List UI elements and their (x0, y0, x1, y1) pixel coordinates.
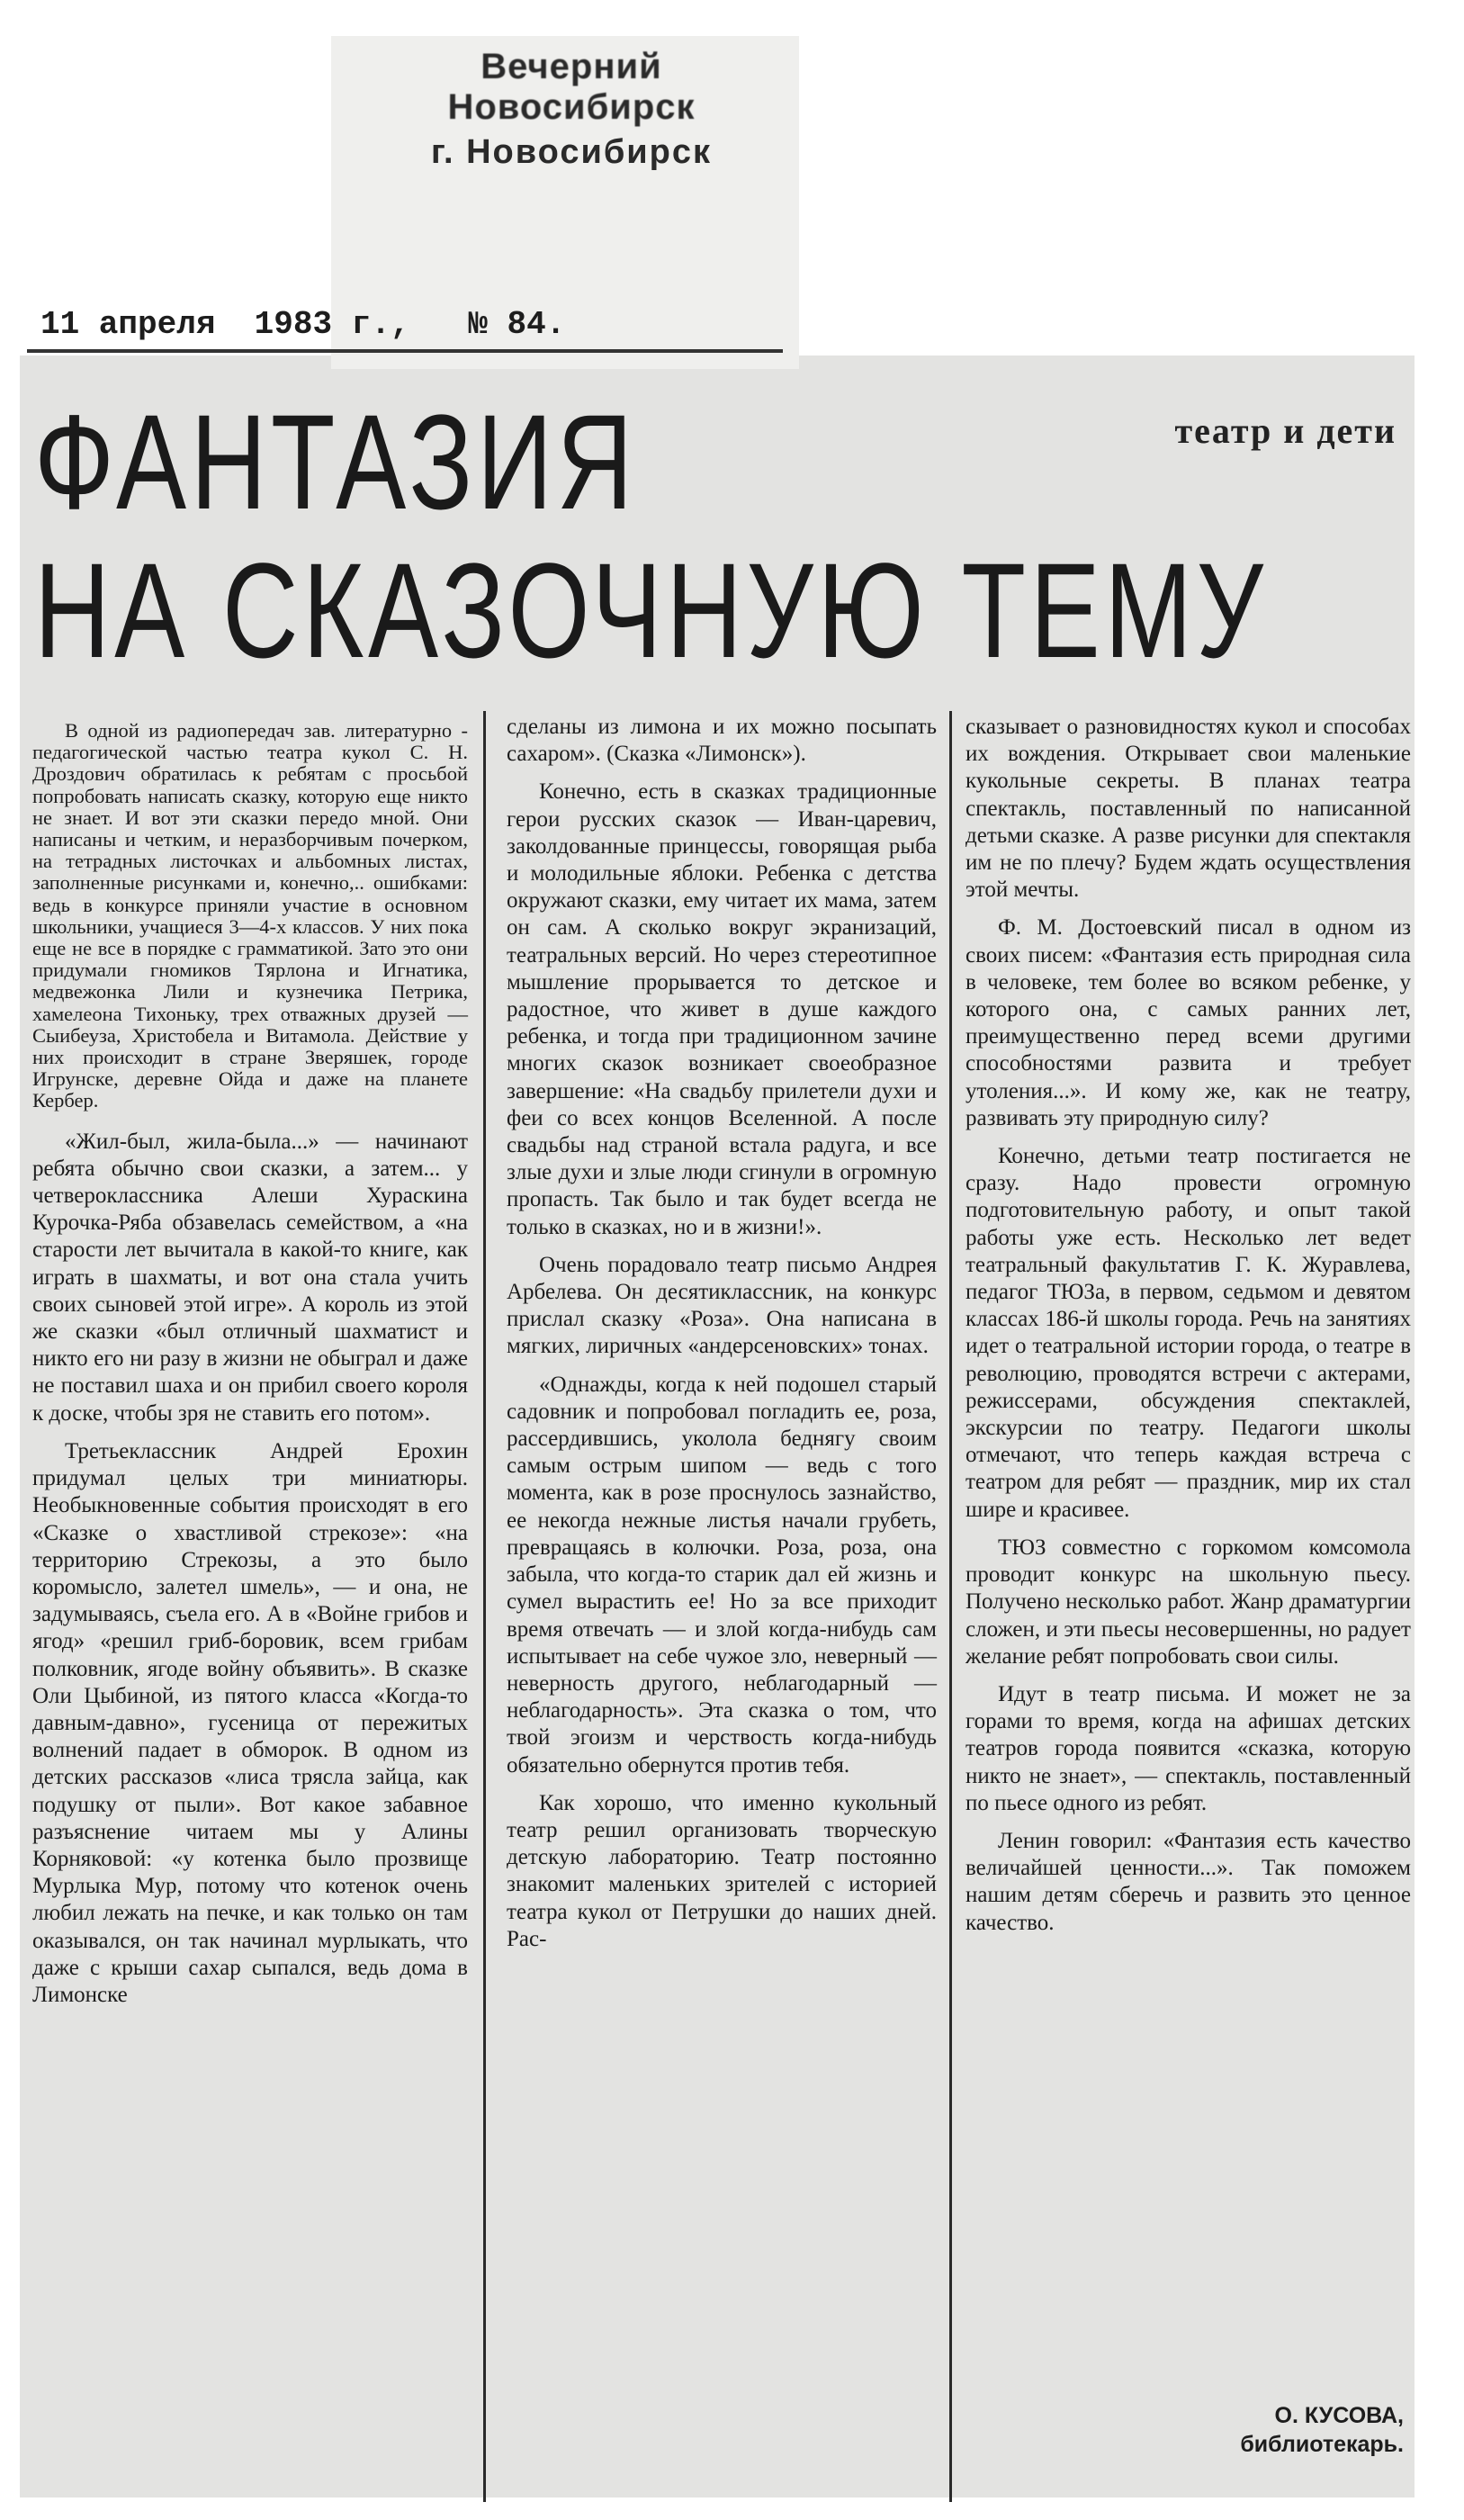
author-name: О. КУСОВА, (1274, 2403, 1404, 2428)
headline-line-1: ФАНТАЗИЯ (34, 386, 637, 537)
paragraph: «Однажды, когда к ней подошел старый садовник и попробовал погладить ее, роза, рассердившись, уколола беднягу своим самым острым шипом — ведь с того момента, как в розе проснулось зазнайство, ее некогда нежные листья начали грубеть, превращаясь в колючки. Роза, роза, она забыла, что когда-то старик дал ей жизнь и сумел вырастить ее! Но за все приходит время отвечать — и злой когда-нибудь сам испытывает на себе чужое зло, неверный — неверность другого, неблагодарный — неблагодарность». Эта сказка о том, что твой эгоизм и черствость когда-нибудь обязательно обернутся против тебя. (507, 1372, 937, 1778)
paragraph: Ф. М. Достоевский писал в одном из своих писем: «Фантазия есть природная сила в человеке, тем более во всяком ребенке, у которого она, с самых ранних лет, преимущественно перед всеми другими способностями развита и требует утоления...». И кому же, как не театру, развивать эту природную силу? (966, 915, 1411, 1130)
intro-paragraph: В одной из радиопередач зав. литературно - педагогической частью театра кукол С. Н. Дроздович обратилась к ребятам с просьбой попробовать написать сказку, которую еще никто не знает. И вот эти сказки передо мной. Они написаны и четким, и неразборчивым почерком, на тетрадных листочках и альбомных листах, заполненные рисунками и, конечно,.. ошибками: ведь в конкурсе приняли участие в основном школьники, учащиеся 3—4-х классов. У них пока еще не все в порядке с грамматикой. Зато это они придумали гномиков Тярлона и Игнатика, медвежонка Лили и кузнечика Петрика, хамелеона Тихоньку, трех отважных друзей — Сыибеуза, Христобела и Витамола. Действие у них происходит в стране Зверяшек, городе Игрунске, деревне Ойда и даже на планете Кербер. (32, 719, 468, 1112)
headline-line-2: НА СКАЗОЧНУЮ ТЕМУ (34, 535, 1268, 686)
column-rule (949, 711, 952, 2502)
masthead-stamp (373, 47, 769, 172)
newspaper-city: г. Новосибирск (430, 133, 713, 171)
paragraph: Ленин говорил: «Фантазия есть качество величайшей ценности...». Так поможем нашим детям сберечь и развить это ценное качество. (966, 1828, 1411, 1935)
section-rubric: театр и дети (1174, 410, 1397, 451)
paragraph: Идут в театр письма. И может не за горами то время, когда на афишах детских театров города появится «сказка, которую никто не знает», — спектакль, поставленный по пьесе одного из ребят. (966, 1681, 1411, 1815)
paragraph: сделаны из лимона и их можно посыпать сахаром». (Сказка «Лимонск»). (507, 715, 937, 767)
column-rule (483, 711, 486, 2502)
article-column-3 (966, 714, 1411, 1948)
author-role: библиотекарь. (1240, 2432, 1404, 2457)
paragraph: Конечно, детьми театр постигается не сразу. Надо провести огромную подготовительную работу, и опыт такой работы уже есть. Несколько лет ведет театральный факультатив Г. К. Журавлева, педагог ТЮЗа, в первом, седьмом и девятом классах 186-й школы города. Речь на занятиях идет о театральной истории города, о театре в революцию, проводятся встречи с актерами, режиссерами, обсуждения спектаклей, экскурсии по театру. Педагоги школы отмечают, что теперь каждая встреча с театром для ребят — праздник, мир их стал шире и красивее. (966, 1144, 1411, 1522)
paragraph: Конечно, есть в сказках традиционные герои русских сказок — Иван-царевич, заколдованные принцессы, говорящая рыба и молодильные яблоки. Ребенка с детства окружают сказки, ему читает их мама, затем он сам. А сколько вокруг экранизаций, театральных версий. Но через стереотипное мышление прорывается то детское и радостное, что живет в душе каждого ребенка, и тогда при традиционном зачине многих сказок возникает своеобразное завершение: «На свадьбу прилетели духи и феи со всех концов Вселенной. А после свадьбы над страной встала радуга, и все злые духи и злые люди сгинули в огромную пропасть. Так было и так будет всегда не только в сказках, но и в жизни!». (507, 779, 937, 1239)
newspaper-name: Вечерний Новосибирск (447, 47, 696, 127)
paragraph: сказывает о разновидностях кукол и способах их вождения. Открывает свои маленькие кукольные секреты. В планах театра спектакль, поставленный по написанной детьми сказке. А разве рисунки для спектакля им не по плечу? Будем ждать осуществления этой мечты. (966, 715, 1411, 903)
article-headline (34, 386, 1268, 686)
article-column-2 (507, 714, 937, 1964)
paragraph: Очень порадовало театр письмо Андрея Арбелева. Он десятиклассник, на конкурс прислал сказку «Роза». Она написана в мягких, лиричных «андерсеновских» тонах. (507, 1252, 937, 1359)
issue-date-number: 11 апреля 1983 г., № 84. (40, 306, 566, 343)
issue-divider (27, 349, 783, 353)
paragraph: Как хорошо, что именно кукольный театр решил организовать творческую детскую лабораторию. Театр постоянно знакомит маленьких зрителей с историей театра кукол от Петрушки до наших дней. Рас- (507, 1790, 937, 1951)
article-column-1 (32, 720, 468, 2020)
paragraph: Третьеклассник Андрей Ерохин придумал целых три миниатюры. Необыкновенные события происходят в его «Сказке о хвастливой стрекозе»: «на территорию Стрекозы, а это было коромысло, залетел шмель», — и она, не задумываясь, съела его. А в «Войне грибов и ягод» «решил гриб-боровик, всем грибам полковник, ягоде войну объявить». В сказке Оли Цыбиной, из пятого класса «Когда-то давным-давно», гусеница от пережитых волнений падает в обморок. В одном из детских рассказов «лиса трясла зайца, как подушку от пыли». Вот какое забавное разъяснение читаем мы у Алины Корняковой: «у котенка было прозвище Мурлыка Мур, потому что котенок очень любил лежать на печке, и как только он там оказывался, он так начинал мурлыкать, что даже с крыши сахар сыпался, ведь дома в Лимонске (32, 1438, 468, 2007)
author-signature (1026, 2401, 1404, 2459)
paragraph: «Жил-был, жила-была...» — начинают ребята обычно свои сказки, а затем... у четвероклассника Алеши Хураскина Курочка-Ряба обзавелась семейством, а «на старости лет вычитала в какой-то книге, как играть в шахматы, и вот она стала учить своих сыновей этой игре». А король из этой же сказки «был отличный шахматист и никто его ни разу в жизни не обыграл и даже не поставил шаха и он прибил своего короля к доске, чтобы зря не ставить его потом». (32, 1129, 468, 1426)
paragraph: ТЮЗ совместно с горкомом комсомола проводит конкурс на школьную пьесу. Получено несколько работ. Жанр драматургии сложен, и эти пьесы несовершенны, но радует желание ребят попробовать свои силы. (966, 1534, 1411, 1669)
